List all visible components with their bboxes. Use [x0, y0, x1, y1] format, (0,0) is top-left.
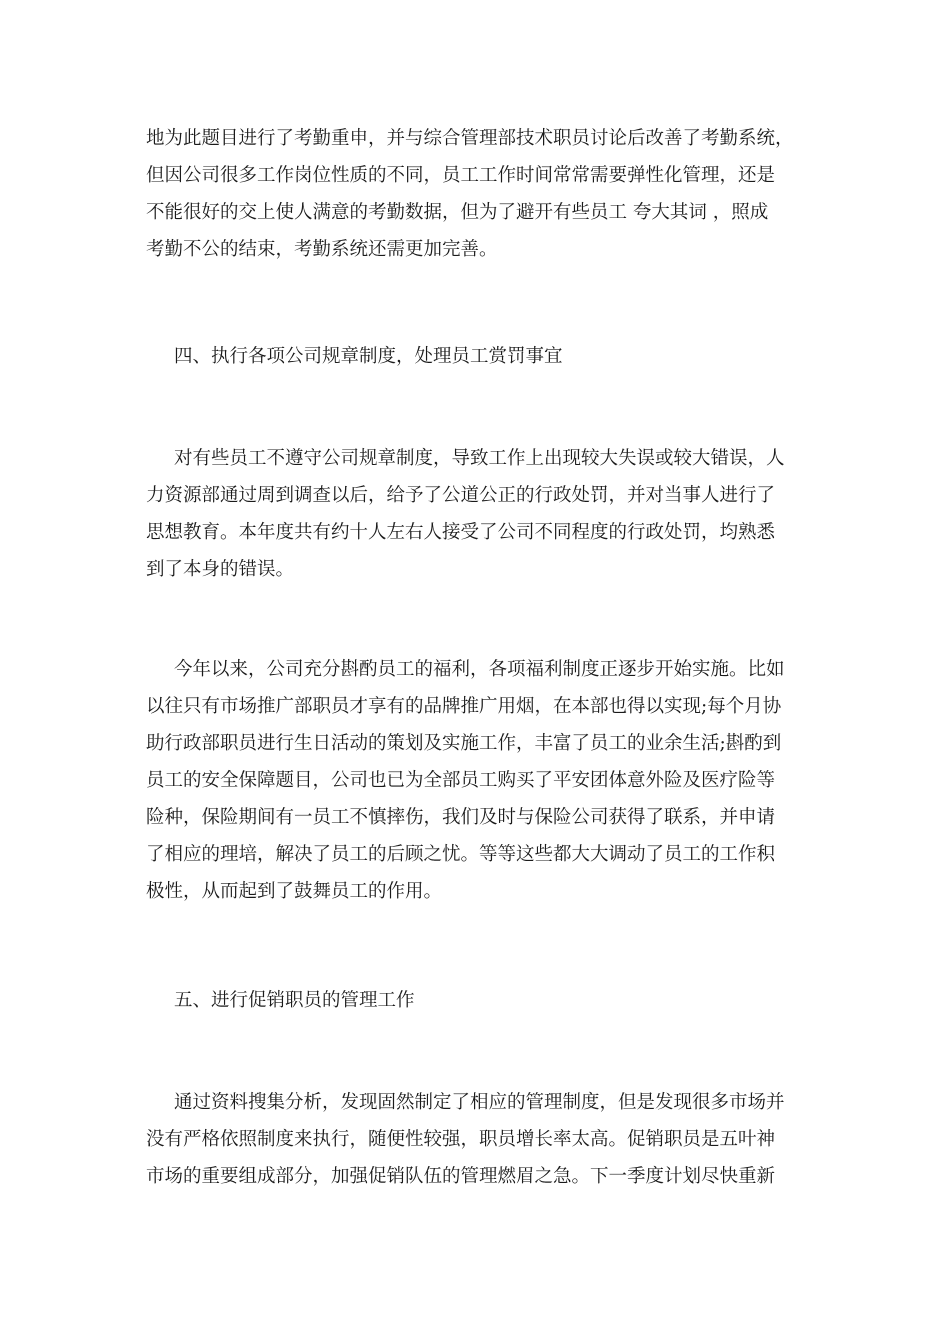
- text-line: 员工的安全保障题目，公司也已为全部员工购买了平安团体意外险及医疗险等: [146, 770, 776, 791]
- section-heading-4: 四、执行各项公司规章制度，处理员工赏罚事宜: [174, 346, 563, 367]
- text-line: 力资源部通过周到调查以后，给予了公道公正的行政处罚，并对当事人进行了: [146, 485, 776, 506]
- text-line: 考勤不公的结束，考勤系统还需更加完善。: [146, 239, 498, 260]
- text-line: 到了本身的错误。: [146, 559, 295, 580]
- text-line: 思想教育。本年度共有约十人左右人接受了公司不同程度的行政处罚，均熟悉: [146, 522, 776, 543]
- paragraph-welfare: [146, 651, 785, 910]
- text-line: 不能很好的交上使人满意的考勤数据，但为了避开有些员工 夸大其词 ，照成: [146, 202, 769, 223]
- text-line: 今年以来，公司充分斟酌员工的福利，各项福利制度正逐步开始实施。比如: [174, 659, 785, 680]
- text-line: 没有严格依照制度来执行，随便性较强，职员增长率太高。促销职员是五叶神: [146, 1129, 776, 1150]
- text-line: 对有些员工不遵守公司规章制度，导致工作上出现较大失误或较大错误，人: [174, 448, 785, 469]
- section-heading-5: 五、进行促销职员的管理工作: [174, 990, 415, 1011]
- text-line: 地为此题目进行了考勤重申，并与综合管理部技术职员讨论后改善了考勤系统，: [146, 128, 794, 149]
- text-line: 但因公司很多工作岗位性质的不同，员工工作时间常常需要弹性化管理，还是: [146, 165, 776, 186]
- text-line: 市场的重要组成部分，加强促销队伍的管理燃眉之急。下一季度计划尽快重新: [146, 1166, 776, 1187]
- paragraph-discipline: [146, 440, 785, 588]
- text-line: 极性，从而起到了鼓舞员工的作用。: [146, 881, 443, 902]
- paragraph-promoters: [146, 1084, 785, 1195]
- text-line: 以往只有市场推广部职员才享有的品牌推广用烟，在本部也得以实现;每个月协: [146, 696, 782, 717]
- paragraph-attendance: [146, 120, 794, 268]
- text-line: 助行政部职员进行生日活动的策划及实施工作，丰富了员工的业余生活;斟酌到: [146, 733, 782, 754]
- text-line: 了相应的理培，解决了员工的后顾之忧。等等这些都大大调动了员工的工作积: [146, 844, 776, 865]
- text-line: 险种，保险期间有一员工不慎摔伤，我们及时与保险公司获得了联系，并申请: [146, 807, 776, 828]
- text-line: 通过资料搜集分析，发现固然制定了相应的管理制度，但是发现很多市场并: [174, 1092, 785, 1113]
